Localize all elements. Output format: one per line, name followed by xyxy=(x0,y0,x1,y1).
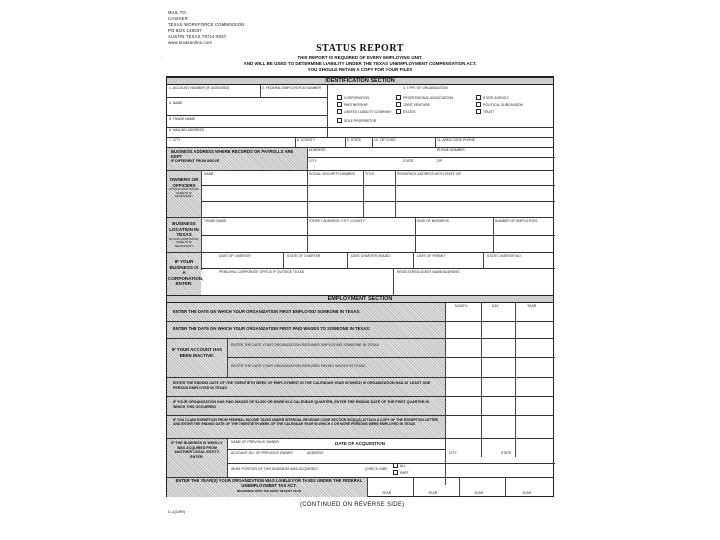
futa-question-text: ENTER THE YEAR(S) YOUR ORGANIZATION WAS LIABLE FOR TAXES UNDER THE FEDERAL UNEMPLOYMENT TAX ACT. xyxy=(175,478,363,488)
org-type-option: TRUST xyxy=(483,110,495,114)
divider xyxy=(227,449,445,450)
report-title: STATUS REPORT xyxy=(316,43,404,54)
divider xyxy=(201,235,555,236)
resumed-employing-question: ENTER THE DATE YOUR ORGANIZATION RESUMED EMPLOYING SOMEONE IN TEXAS xyxy=(231,343,380,347)
sole-proprietor-checkbox[interactable] xyxy=(337,118,342,123)
records-address-label: ADDRESS xyxy=(309,148,326,152)
address-line: MAIL TO: xyxy=(168,10,188,15)
owners-note: ATTACH ADDITIONAL SHEETS IF NECESSARY xyxy=(168,187,200,199)
org-type-option: PARTNERSHIP xyxy=(344,103,368,107)
acquisition-address-label: ADDRESS xyxy=(307,451,324,455)
divider xyxy=(167,127,553,128)
org-type-option: JOINT VENTURE xyxy=(403,103,430,107)
records-phone-label: PHONE NUMBER xyxy=(437,148,465,152)
subtitle-line: AND WILL BE USED TO DETERMINE LIABILITY UNDER THE TEXAS UNEMPLOYMENT COMPENSATION ACT. xyxy=(243,61,477,66)
check-one-label: (CHECK ONE) xyxy=(365,467,388,471)
acquisition-state-label: STATE xyxy=(501,451,512,455)
professional-association-checkbox[interactable] xyxy=(396,95,401,100)
futa-year-label: YEAR xyxy=(522,491,532,495)
owners-col-name: NAME xyxy=(204,172,214,176)
divider xyxy=(201,185,555,186)
acquired-part-label: PART xyxy=(400,471,409,475)
state-agency-checkbox[interactable] xyxy=(476,95,481,100)
quarter-wages-question: IF YOUR ORGANIZATION HAS PAID WAGES OF $1,500 OR MORE IN A CALENDAR QUARTER, ENTER THE ENDING DATE OF THE FIRST QUARTER IN WHICH THIS OCCURRED xyxy=(173,400,430,409)
divider xyxy=(367,477,368,497)
employment-section-heading: EMPLOYMENT SECTION xyxy=(167,295,553,303)
corporation-checkbox[interactable] xyxy=(337,95,342,100)
divider xyxy=(481,303,482,457)
acquisition-date-label: DATE OF ACQUISITION xyxy=(335,441,385,446)
status-report-form xyxy=(166,76,554,497)
resumed-wages-question: ENTER THE DATE YOUR ORGANIZATION RESUMED PAYING WAGES IN TEXAS xyxy=(231,364,366,368)
divider xyxy=(167,252,553,253)
location-note: ATTACH ADDITIONAL SHEETS IF NECESSARY xyxy=(168,236,200,248)
futa-question xyxy=(173,479,365,493)
divider xyxy=(227,438,228,478)
address-line: CASHIER xyxy=(168,16,189,21)
owners-officers-title xyxy=(168,177,200,199)
estate-checkbox[interactable] xyxy=(396,109,401,114)
corp-field: STATE CHARTER NO. xyxy=(487,254,522,258)
org-type-option: SOLE PROPRIETOR xyxy=(344,119,377,123)
acquisition-title: IF THE BUSINESS IS WHOLLY WAS ACQUIRED FROM ANOTHER LEGAL ENTITY, ENTER: xyxy=(171,441,223,459)
mailing-address-label: 6. MAILING ADDRESS xyxy=(169,128,204,132)
records-state-label: STATE xyxy=(403,159,414,163)
divider xyxy=(372,137,373,147)
address-line: PO BOX 149037 xyxy=(168,28,202,33)
zip-label: 10. ZIP CODE xyxy=(374,138,396,142)
divider xyxy=(167,170,553,171)
previous-owner-label: NAME OF PREVIOUS OWNER xyxy=(231,440,279,444)
city-label: 7. CITY xyxy=(169,138,181,142)
business-location-title xyxy=(168,221,200,248)
org-type-option: POLITICAL SUBDIVISION xyxy=(483,103,524,107)
divider xyxy=(201,268,555,269)
records-city-label: CITY xyxy=(309,159,317,163)
divider xyxy=(445,303,446,485)
divider xyxy=(345,137,346,147)
owners-col-residence: RESIDENCE ADDRESS WITH STATE ZIP xyxy=(397,172,462,176)
divider xyxy=(435,137,436,147)
portion-acquired-question: WHAT PORTION OF THIS BUSINESS WAS ACQUIRED? xyxy=(231,467,319,471)
divider xyxy=(505,477,506,497)
exemption-question: IF YOU CLAIM EXEMPTION FROM FEDERAL INCOME TAXES UNDER INTERNAL REVENUE CODE SECTION 501(C)(3) ATTACH A COPY OF THE EXEMPTION LETTER AND ENTER THE ENDING DATE OF THE TWENTIETH WEEK OF THE CALENDAR YEAR IN WHICH 4 OR MORE PERSONS WERE EMPLOYED IN TEXAS xyxy=(173,418,438,427)
trade-name-label: 5. TRADE NAME xyxy=(169,117,195,121)
org-type-option: ESTATE xyxy=(403,110,416,114)
acquired-all-label: ALL xyxy=(400,464,407,468)
location-col-employees: NUMBER OF EMPLOYEES xyxy=(495,219,538,223)
partnership-checkbox[interactable] xyxy=(337,102,342,107)
state-label: 9. STATE xyxy=(347,138,362,142)
records-title-text: BUSINESS ADDRESS WHERE RECORDS OR PAYROLLS ARE KEPT xyxy=(171,149,294,159)
futa-year-label: YEAR xyxy=(474,491,484,495)
divider xyxy=(201,201,555,202)
corp-field: DATE CHARTER ISSUED xyxy=(351,254,391,258)
owners-col-ssn: SOCIAL SECURITY NUMBER xyxy=(309,172,355,176)
divider xyxy=(167,97,327,98)
twentieth-week-question: ENTER THE ENDING DATE OF THE TWENTIETH WEEK OF EMPLOYMENT IN THE CALENDAR YEAR IN WHICH IS ORGANIZATION HAD AT LEAST ONE PERSON EMPLOYED IN TEXAS xyxy=(173,381,431,390)
divider xyxy=(363,170,364,217)
divider xyxy=(395,170,396,217)
divider xyxy=(483,252,484,268)
divider xyxy=(459,477,460,497)
trust-checkbox[interactable] xyxy=(476,109,481,114)
org-type-option: CORPORATION xyxy=(344,96,369,100)
divider xyxy=(283,252,284,268)
futa-year-label: YEAR xyxy=(428,491,438,495)
divider xyxy=(515,303,516,457)
location-col-address: STREET ADDRESS, CITY, COUNTY xyxy=(309,219,365,223)
records-subtitle: IF DIFFERENT FROM ABOVE xyxy=(171,159,220,163)
joint-venture-checkbox[interactable] xyxy=(396,102,401,107)
day-column-label: DAY xyxy=(492,304,499,308)
subtitle-line: THIS REPORT IS REQUIRED OF EVERY EMPLOYING UNIT, xyxy=(297,55,423,60)
divider xyxy=(393,268,394,295)
owners-col-title: TITLE xyxy=(365,172,375,176)
corp-field: DATE OF PERMIT xyxy=(417,254,446,258)
acquired-part-checkbox[interactable] xyxy=(393,470,398,475)
divider xyxy=(307,157,555,158)
inactive-account-title: IF YOUR ACCOUNT HAS BEEN INACTIVE: xyxy=(171,347,223,358)
acquisition-city-label: CITY xyxy=(449,451,457,455)
owners-title-text: OWNERS OR OFFICERS xyxy=(169,177,199,188)
divider xyxy=(307,170,308,217)
continued-notice: (CONTINUED ON REVERSE SIDE) xyxy=(300,502,405,508)
org-type-label: 3. TYPE OF ORGANIZATION xyxy=(403,86,448,90)
first-wages-question: ENTER THE DATE ON WHICH YOUR ORGANIZATION FIRST PAID WAGES TO SOMEONE IN TEXAS: xyxy=(173,326,371,331)
report-subtitle xyxy=(150,55,570,73)
address-line: TEXAS WORKFORCE COMMISSION xyxy=(168,22,245,27)
address-line: www.texasonline.com xyxy=(168,40,213,45)
previous-account-label: ACCOUNT NO. OF PREVIOUS OWNER xyxy=(231,451,293,455)
records-address-title xyxy=(171,149,303,164)
year-column-label: YEAR xyxy=(527,304,537,308)
records-zip-label: ZIP xyxy=(437,159,443,163)
corporation-title: IF YOUR BUSINESS IS A CORPORATION, ENTER: xyxy=(168,259,204,286)
divider xyxy=(347,252,348,268)
divider xyxy=(167,115,327,116)
subtitle-line: YOU SHOULD RETAIN A COPY FOR YOUR FILES xyxy=(307,67,413,72)
futa-year-label: YEAR xyxy=(382,491,392,495)
org-type-option: LIMITED LIABILITY COMPANY xyxy=(344,110,392,114)
corp-field: PRINCIPAL CORPORATE OFFICE IF OUTSIDE TEXAS xyxy=(219,270,305,274)
name-label: 4. NAME xyxy=(169,101,183,105)
org-type-option: PROFESSIONAL ASSOCIATION xyxy=(403,96,453,100)
corp-field: REGISTERED AGENT NAME/ADDRESS xyxy=(397,270,460,274)
phone-label: 11. AREA CODE PHONE xyxy=(437,138,475,142)
punch-mark: ˊ xyxy=(160,56,162,62)
divider xyxy=(413,477,414,497)
address-line: AUSTIN TEXAS 78714-9037 xyxy=(168,34,227,39)
futa-question-sub: BEGINNING WITH THE MOST RECENT YEAR xyxy=(236,488,302,493)
corp-field: STATE OF CHARTER xyxy=(287,254,321,258)
county-label: 8. COUNTY xyxy=(297,138,316,142)
first-employed-question: ENTER THE DATE ON WHICH YOUR ORGANIZATION FIRST EMPLOYED SOMEONE IN TEXAS: xyxy=(173,309,361,314)
location-title-text: BUSINESS LOCATION IN TEXAS xyxy=(169,221,199,237)
identification-section-heading: IDENTIFICATION SECTION xyxy=(167,77,553,85)
corp-field: DATE OF CHARTER xyxy=(219,254,251,258)
location-col-trade: TRADE NAME xyxy=(204,219,227,223)
divider xyxy=(295,137,296,147)
mailing-address-block xyxy=(168,10,244,46)
form-number: C-1(1/99) xyxy=(168,509,185,514)
divider xyxy=(227,463,555,464)
llc-checkbox[interactable] xyxy=(337,109,342,114)
acquired-all-checkbox[interactable] xyxy=(393,463,398,468)
divider xyxy=(327,85,328,137)
divider xyxy=(413,252,414,268)
divider xyxy=(227,357,555,358)
political-subdivision-checkbox[interactable] xyxy=(476,102,481,107)
fein-label: 2. FEDERAL EMPLOYER ID NUMBER xyxy=(262,86,322,90)
org-type-option: STATE AGENCY xyxy=(483,96,509,100)
divider xyxy=(260,85,261,97)
account-number-label: 1. ACCOUNT NUMBER (IF ASSIGNED) xyxy=(169,86,230,90)
divider xyxy=(167,217,553,218)
location-col-kind: KIND OF BUSINESS xyxy=(417,219,449,223)
month-column-label: MONTH xyxy=(455,304,468,308)
divider xyxy=(307,147,308,171)
